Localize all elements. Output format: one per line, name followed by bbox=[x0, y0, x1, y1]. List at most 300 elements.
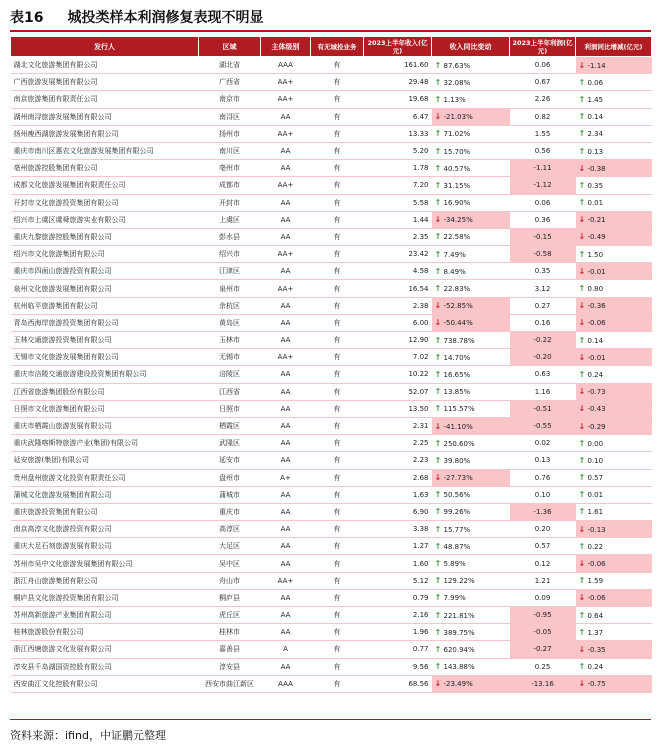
arrow-up-icon: ↑ bbox=[578, 438, 586, 448]
cell-rev-yoy bbox=[432, 194, 510, 211]
rev-yoy-value: 13.85% bbox=[443, 388, 471, 397]
arrow-up-icon: ↑ bbox=[578, 369, 586, 379]
cell-profit: -0.51 bbox=[510, 400, 576, 417]
cell-issuer: 浙江舟山旅游集团有限公司 bbox=[11, 572, 199, 589]
arrow-up-icon: ↑ bbox=[578, 129, 586, 139]
arrow-down-icon: ↓ bbox=[434, 679, 442, 689]
table-row bbox=[11, 194, 652, 211]
cell-profit-yoy bbox=[576, 280, 652, 297]
cell-profit: -13.16 bbox=[510, 675, 576, 692]
cell-revenue: 5.12 bbox=[364, 572, 432, 589]
cell-profit-yoy bbox=[576, 74, 652, 91]
bottom-rule bbox=[10, 719, 651, 720]
cell-rating: A bbox=[261, 641, 311, 658]
arrow-up-icon: ↑ bbox=[434, 232, 442, 242]
cell-rating: AA+ bbox=[261, 246, 311, 263]
arrow-down-icon: ↓ bbox=[578, 232, 586, 242]
arrow-up-icon: ↑ bbox=[578, 627, 586, 637]
cell-rev-yoy bbox=[432, 57, 510, 74]
cell-profit-yoy bbox=[576, 486, 652, 503]
cell-issuer: 重庆市南川区惠农文化旅游发展集团有限公司 bbox=[11, 142, 199, 159]
table-row bbox=[11, 486, 652, 503]
profit-yoy-value: 1.37 bbox=[587, 628, 604, 637]
cell-has-bonds: 有 bbox=[311, 177, 364, 194]
rev-yoy-value: 50.56% bbox=[443, 491, 471, 500]
cell-rev-yoy bbox=[432, 486, 510, 503]
arrow-up-icon: ↑ bbox=[434, 198, 442, 208]
cell-rev-yoy bbox=[432, 160, 510, 177]
cell-has-bonds: 有 bbox=[311, 332, 364, 349]
cell-issuer: 重庆市四面山旅游投资有限公司 bbox=[11, 263, 199, 280]
cell-issuer: 开封市文化旅游投资集团有限公司 bbox=[11, 194, 199, 211]
cell-has-bonds: 有 bbox=[311, 74, 364, 91]
cell-rev-yoy bbox=[432, 417, 510, 434]
cell-has-bonds: 有 bbox=[311, 246, 364, 263]
profit-yoy-value: -0.36 bbox=[587, 302, 606, 311]
table-row bbox=[11, 108, 652, 125]
arrow-down-icon: ↓ bbox=[578, 215, 586, 225]
cell-profit: 0.02 bbox=[510, 435, 576, 452]
table-row bbox=[11, 658, 652, 675]
cell-revenue: 13.50 bbox=[364, 400, 432, 417]
arrow-up-icon: ↑ bbox=[578, 490, 586, 500]
rev-yoy-value: 39.80% bbox=[443, 456, 471, 465]
cell-has-bonds: 有 bbox=[311, 280, 364, 297]
table-caption bbox=[10, 6, 263, 28]
cell-rev-yoy bbox=[432, 641, 510, 658]
cell-issuer: 西安曲江文化控股有限公司 bbox=[11, 675, 199, 692]
profit-yoy-value: 0.24 bbox=[587, 663, 604, 672]
rev-yoy-value: 5.89% bbox=[443, 560, 466, 569]
source-note: 资料来源：ifind，中证鹏元整理 bbox=[10, 729, 166, 742]
rev-yoy-value: 48.87% bbox=[443, 542, 471, 551]
profit-yoy-value: 0.14 bbox=[587, 336, 604, 345]
cell-revenue: 2.68 bbox=[364, 469, 432, 486]
arrow-up-icon: ↑ bbox=[578, 94, 586, 104]
cell-issuer: 苏州高新旅游产业集团有限公司 bbox=[11, 607, 199, 624]
cell-region: 淳安县 bbox=[199, 658, 261, 675]
rev-yoy-value: 620.94% bbox=[443, 645, 475, 654]
profit-yoy-value: -0.75 bbox=[587, 680, 606, 689]
table-row bbox=[11, 469, 652, 486]
cell-issuer: 延安旅游(集团)有限公司 bbox=[11, 452, 199, 469]
cell-region: 吴中区 bbox=[199, 555, 261, 572]
cell-profit-yoy bbox=[576, 624, 652, 641]
cell-revenue: 19.68 bbox=[364, 91, 432, 108]
cell-profit: 1.16 bbox=[510, 383, 576, 400]
arrow-up-icon: ↑ bbox=[578, 249, 586, 259]
arrow-up-icon: ↑ bbox=[434, 180, 442, 190]
arrow-up-icon: ↑ bbox=[434, 593, 442, 603]
cell-region: 开封市 bbox=[199, 194, 261, 211]
table-row bbox=[11, 297, 652, 314]
cell-rating: AA+ bbox=[261, 74, 311, 91]
cell-has-bonds: 有 bbox=[311, 125, 364, 142]
arrow-up-icon: ↑ bbox=[434, 610, 442, 620]
cell-rating: AA bbox=[261, 400, 311, 417]
rev-yoy-value: -52.85% bbox=[443, 302, 473, 311]
arrow-down-icon: ↓ bbox=[578, 266, 586, 276]
cell-rating: AA bbox=[261, 503, 311, 520]
cell-revenue: 1.63 bbox=[364, 486, 432, 503]
cell-profit: 0.06 bbox=[510, 57, 576, 74]
cell-has-bonds: 有 bbox=[311, 607, 364, 624]
rev-yoy-value: 7.49% bbox=[443, 250, 466, 259]
profit-yoy-value: 1.45 bbox=[587, 95, 604, 104]
rev-yoy-value: 16.90% bbox=[443, 199, 471, 208]
cell-rev-yoy bbox=[432, 91, 510, 108]
cell-has-bonds: 有 bbox=[311, 297, 364, 314]
cell-rating: AA bbox=[261, 555, 311, 572]
cell-profit-yoy bbox=[576, 400, 652, 417]
arrow-down-icon: ↓ bbox=[434, 215, 442, 225]
rev-yoy-value: 1.13% bbox=[443, 95, 466, 104]
cell-profit: 1.55 bbox=[510, 125, 576, 142]
cell-rating: AA bbox=[261, 366, 311, 383]
cell-has-bonds: 有 bbox=[311, 572, 364, 589]
cell-has-bonds: 有 bbox=[311, 469, 364, 486]
cell-rating: AA bbox=[261, 160, 311, 177]
rev-yoy-value: 115.57% bbox=[443, 405, 475, 414]
cell-has-bonds: 有 bbox=[311, 486, 364, 503]
rev-yoy-value: 250.60% bbox=[443, 439, 475, 448]
cell-revenue: 16.54 bbox=[364, 280, 432, 297]
cell-rating: AA bbox=[261, 486, 311, 503]
cell-profit-yoy bbox=[576, 469, 652, 486]
header-revenue: 2023上半年收入(亿元) bbox=[364, 37, 432, 57]
cell-profit-yoy bbox=[576, 211, 652, 228]
profit-yoy-value: 1.59 bbox=[587, 577, 604, 586]
cell-profit: 1.21 bbox=[510, 572, 576, 589]
arrow-down-icon: ↓ bbox=[434, 301, 442, 311]
arrow-up-icon: ↑ bbox=[434, 524, 442, 534]
cell-rating: AAA bbox=[261, 675, 311, 692]
cell-rating: AA bbox=[261, 435, 311, 452]
cell-profit: -0.20 bbox=[510, 349, 576, 366]
cell-issuer: 淳安县千岛湖国资控股有限公司 bbox=[11, 658, 199, 675]
cell-profit: 0.20 bbox=[510, 521, 576, 538]
arrow-down-icon: ↓ bbox=[578, 593, 586, 603]
cell-issuer: 玉林交通旅游投资集团有限公司 bbox=[11, 332, 199, 349]
arrow-down-icon: ↓ bbox=[434, 318, 442, 328]
profit-yoy-value: 0.01 bbox=[587, 491, 604, 500]
cell-rev-yoy bbox=[432, 349, 510, 366]
cell-rating: AA bbox=[261, 314, 311, 331]
rev-yoy-value: 7.99% bbox=[443, 594, 466, 603]
arrow-up-icon: ↑ bbox=[578, 198, 586, 208]
cell-rev-yoy bbox=[432, 589, 510, 606]
cell-has-bonds: 有 bbox=[311, 211, 364, 228]
cell-revenue: 29.48 bbox=[364, 74, 432, 91]
rev-yoy-value: -21.03% bbox=[443, 113, 473, 122]
cell-profit: -0.15 bbox=[510, 228, 576, 245]
cell-region: 重庆市 bbox=[199, 503, 261, 520]
cell-profit-yoy bbox=[576, 417, 652, 434]
arrow-up-icon: ↑ bbox=[434, 335, 442, 345]
cell-profit-yoy bbox=[576, 160, 652, 177]
rev-yoy-value: 31.15% bbox=[443, 181, 471, 190]
cell-issuer: 蒲城文化旅游发展集团有限公司 bbox=[11, 486, 199, 503]
cell-has-bonds: 有 bbox=[311, 417, 364, 434]
cell-region: 广西省 bbox=[199, 74, 261, 91]
profit-yoy-value: -0.29 bbox=[587, 422, 606, 431]
cell-region: 余杭区 bbox=[199, 297, 261, 314]
cell-issuer: 无锡市文化旅游发展集团有限公司 bbox=[11, 349, 199, 366]
rev-yoy-value: -27.73% bbox=[443, 474, 473, 483]
cell-rev-yoy bbox=[432, 314, 510, 331]
cell-issuer: 重庆市涪陵交通旅游建设投资集团有限公司 bbox=[11, 366, 199, 383]
cell-issuer: 日照市文化旅游集团有限公司 bbox=[11, 400, 199, 417]
cell-revenue: 7.02 bbox=[364, 349, 432, 366]
table-row bbox=[11, 263, 652, 280]
cell-region: 湖北省 bbox=[199, 57, 261, 74]
arrow-up-icon: ↑ bbox=[434, 559, 442, 569]
cell-issuer: 重庆市栖霞山旅游发展有限公司 bbox=[11, 417, 199, 434]
rev-yoy-value: 87.63% bbox=[443, 61, 471, 70]
cell-region: 延安市 bbox=[199, 452, 261, 469]
cell-issuer: 湖州南浔旅游发展集团有限公司 bbox=[11, 108, 199, 125]
cell-has-bonds: 有 bbox=[311, 624, 364, 641]
cell-rating: AA bbox=[261, 228, 311, 245]
table-row bbox=[11, 383, 652, 400]
cell-region: 涪陵区 bbox=[199, 366, 261, 383]
cell-issuer: 贵州盘州旅游文化投资有限责任公司 bbox=[11, 469, 199, 486]
cell-rev-yoy bbox=[432, 297, 510, 314]
cell-rating: AA bbox=[261, 417, 311, 434]
cell-issuer: 扬州瘦西湖旅游发展集团有限公司 bbox=[11, 125, 199, 142]
cell-rating: AA bbox=[261, 624, 311, 641]
cell-region: 泉州市 bbox=[199, 280, 261, 297]
cell-region: 西安市曲江新区 bbox=[199, 675, 261, 692]
cell-profit: 0.06 bbox=[510, 194, 576, 211]
cell-rating: AA+ bbox=[261, 280, 311, 297]
cell-rating: AA bbox=[261, 142, 311, 159]
table-row bbox=[11, 400, 652, 417]
arrow-up-icon: ↑ bbox=[578, 576, 586, 586]
table-row bbox=[11, 607, 652, 624]
cell-rev-yoy bbox=[432, 366, 510, 383]
cell-rev-yoy bbox=[432, 572, 510, 589]
cell-region: 南浔区 bbox=[199, 108, 261, 125]
cell-issuer: 重庆九黎旅游控股集团有限公司 bbox=[11, 228, 199, 245]
rev-yoy-value: 15.70% bbox=[443, 147, 471, 156]
cell-issuer: 湖北文化旅游集团有限公司 bbox=[11, 57, 199, 74]
cell-has-bonds: 有 bbox=[311, 521, 364, 538]
cell-has-bonds: 有 bbox=[311, 503, 364, 520]
cell-profit: 0.67 bbox=[510, 74, 576, 91]
cell-profit-yoy bbox=[576, 503, 652, 520]
rev-yoy-value: 221.81% bbox=[443, 611, 475, 620]
cell-rev-yoy bbox=[432, 538, 510, 555]
arrow-up-icon: ↑ bbox=[434, 644, 442, 654]
cell-profit-yoy bbox=[576, 658, 652, 675]
cell-region: 上虞区 bbox=[199, 211, 261, 228]
cell-rating: AAA bbox=[261, 57, 311, 74]
cell-has-bonds: 有 bbox=[311, 555, 364, 572]
cell-region: 大足区 bbox=[199, 538, 261, 555]
cell-profit: 3.12 bbox=[510, 280, 576, 297]
profit-yoy-value: 1.50 bbox=[587, 250, 604, 259]
arrow-up-icon: ↑ bbox=[578, 335, 586, 345]
cell-revenue: 7.20 bbox=[364, 177, 432, 194]
cell-revenue: 10.22 bbox=[364, 366, 432, 383]
arrow-up-icon: ↑ bbox=[578, 180, 586, 190]
cell-profit: -0.58 bbox=[510, 246, 576, 263]
profit-yoy-value: -0.73 bbox=[587, 388, 606, 397]
header-issuer: 发行人 bbox=[11, 37, 199, 57]
arrow-up-icon: ↑ bbox=[434, 455, 442, 465]
cell-issuer: 江西省旅游集团股份有限公司 bbox=[11, 383, 199, 400]
table-title: 城投类样本利润修复表现不明显 bbox=[67, 10, 264, 26]
cell-profit-yoy bbox=[576, 452, 652, 469]
cell-region: 江西省 bbox=[199, 383, 261, 400]
cell-rev-yoy bbox=[432, 142, 510, 159]
profit-yoy-value: -0.21 bbox=[587, 216, 606, 225]
cell-profit-yoy bbox=[576, 555, 652, 572]
cell-region: 日照市 bbox=[199, 400, 261, 417]
arrow-up-icon: ↑ bbox=[434, 163, 442, 173]
cell-issuer: 泉州文化旅游发展集团有限公司 bbox=[11, 280, 199, 297]
arrow-down-icon: ↓ bbox=[578, 644, 586, 654]
cell-has-bonds: 有 bbox=[311, 641, 364, 658]
arrow-up-icon: ↑ bbox=[434, 266, 442, 276]
profit-yoy-value: -0.06 bbox=[587, 594, 606, 603]
rev-yoy-value: 143.88% bbox=[443, 663, 475, 672]
cell-rev-yoy bbox=[432, 452, 510, 469]
profit-yoy-value: 0.80 bbox=[587, 285, 604, 294]
arrow-up-icon: ↑ bbox=[434, 284, 442, 294]
rev-yoy-value: 738.78% bbox=[443, 336, 475, 345]
cell-rating: AA+ bbox=[261, 177, 311, 194]
cell-rating: AA bbox=[261, 332, 311, 349]
cell-region: 绍兴市 bbox=[199, 246, 261, 263]
table-row bbox=[11, 91, 652, 108]
arrow-down-icon: ↓ bbox=[434, 473, 442, 483]
header-profit-yoy: 利润同比增减(亿元) bbox=[576, 37, 652, 57]
arrow-up-icon: ↑ bbox=[578, 455, 586, 465]
profit-yoy-value: 0.14 bbox=[587, 113, 604, 122]
table-row bbox=[11, 125, 652, 142]
cell-rev-yoy bbox=[432, 246, 510, 263]
cell-has-bonds: 有 bbox=[311, 538, 364, 555]
cell-profit-yoy bbox=[576, 108, 652, 125]
arrow-down-icon: ↓ bbox=[434, 421, 442, 431]
cell-has-bonds: 有 bbox=[311, 263, 364, 280]
header-profit: 2023上半年利润(亿元) bbox=[510, 37, 576, 57]
cell-profit: -1.11 bbox=[510, 160, 576, 177]
cell-revenue: 5.58 bbox=[364, 194, 432, 211]
cell-rating: AA+ bbox=[261, 125, 311, 142]
cell-rating: AA bbox=[261, 383, 311, 400]
cell-profit-yoy bbox=[576, 572, 652, 589]
table-row bbox=[11, 142, 652, 159]
rev-yoy-value: 8.49% bbox=[443, 267, 466, 276]
table-row bbox=[11, 641, 652, 658]
cell-rev-yoy bbox=[432, 263, 510, 280]
cell-profit: 0.25 bbox=[510, 658, 576, 675]
arrow-up-icon: ↑ bbox=[434, 387, 442, 397]
data-table bbox=[10, 36, 652, 693]
rev-yoy-value: 32.08% bbox=[443, 78, 471, 87]
table-row bbox=[11, 349, 652, 366]
rev-yoy-value: 129.22% bbox=[443, 577, 475, 586]
arrow-up-icon: ↑ bbox=[434, 352, 442, 362]
cell-rev-yoy bbox=[432, 177, 510, 194]
arrow-up-icon: ↑ bbox=[578, 284, 586, 294]
table-row bbox=[11, 417, 652, 434]
cell-issuer: 绍兴市文化旅游集团有限公司 bbox=[11, 246, 199, 263]
cell-region: 蒲城市 bbox=[199, 486, 261, 503]
table-row bbox=[11, 503, 652, 520]
table-label: 表16 bbox=[10, 10, 44, 26]
table-row bbox=[11, 675, 652, 692]
cell-profit: 0.82 bbox=[510, 108, 576, 125]
profit-yoy-value: -0.38 bbox=[587, 164, 606, 173]
cell-revenue: 13.33 bbox=[364, 125, 432, 142]
cell-has-bonds: 有 bbox=[311, 314, 364, 331]
cell-rev-yoy bbox=[432, 332, 510, 349]
arrow-up-icon: ↑ bbox=[578, 541, 586, 551]
arrow-up-icon: ↑ bbox=[434, 404, 442, 414]
cell-region: 栖霞区 bbox=[199, 417, 261, 434]
cell-revenue: 0.77 bbox=[364, 641, 432, 658]
table-row bbox=[11, 211, 652, 228]
arrow-up-icon: ↑ bbox=[434, 507, 442, 517]
arrow-up-icon: ↑ bbox=[434, 249, 442, 259]
cell-revenue: 2.35 bbox=[364, 228, 432, 245]
table-row bbox=[11, 280, 652, 297]
cell-profit-yoy bbox=[576, 435, 652, 452]
arrow-up-icon: ↑ bbox=[578, 112, 586, 122]
rev-yoy-value: -23.49% bbox=[443, 680, 473, 689]
cell-revenue: 161.60 bbox=[364, 57, 432, 74]
arrow-up-icon: ↑ bbox=[434, 77, 442, 87]
cell-rating: AA bbox=[261, 607, 311, 624]
cell-profit-yoy bbox=[576, 366, 652, 383]
cell-region: 扬州市 bbox=[199, 125, 261, 142]
cell-has-bonds: 有 bbox=[311, 400, 364, 417]
cell-revenue: 2.38 bbox=[364, 297, 432, 314]
arrow-down-icon: ↓ bbox=[578, 60, 586, 70]
cell-revenue: 6.90 bbox=[364, 503, 432, 520]
table-row bbox=[11, 74, 652, 91]
table-row bbox=[11, 228, 652, 245]
cell-profit: 0.09 bbox=[510, 589, 576, 606]
cell-profit: 2.26 bbox=[510, 91, 576, 108]
cell-revenue: 1.44 bbox=[364, 211, 432, 228]
table-row bbox=[11, 538, 652, 555]
header-rev-yoy: 收入同比变动 bbox=[432, 37, 510, 57]
cell-issuer: 成都文化旅游发展集团有限责任公司 bbox=[11, 177, 199, 194]
table-row bbox=[11, 246, 652, 263]
profit-yoy-value: 0.22 bbox=[587, 542, 604, 551]
cell-rev-yoy bbox=[432, 503, 510, 520]
profit-yoy-value: -0.01 bbox=[587, 353, 606, 362]
cell-profit: 0.10 bbox=[510, 486, 576, 503]
cell-rating: AA bbox=[261, 658, 311, 675]
profit-yoy-value: 0.01 bbox=[587, 199, 604, 208]
cell-issuer: 绍兴市上虞区虞舜旅游实业有限公司 bbox=[11, 211, 199, 228]
header-region: 区域 bbox=[199, 37, 261, 57]
cell-profit-yoy bbox=[576, 246, 652, 263]
cell-revenue: 68.56 bbox=[364, 675, 432, 692]
cell-profit-yoy bbox=[576, 332, 652, 349]
cell-region: 无锡市 bbox=[199, 349, 261, 366]
cell-issuer: 南京高淳文化旅游投资有限公司 bbox=[11, 521, 199, 538]
cell-profit-yoy bbox=[576, 91, 652, 108]
rev-yoy-value: 99.26% bbox=[443, 508, 471, 517]
cell-region: 南京市 bbox=[199, 91, 261, 108]
